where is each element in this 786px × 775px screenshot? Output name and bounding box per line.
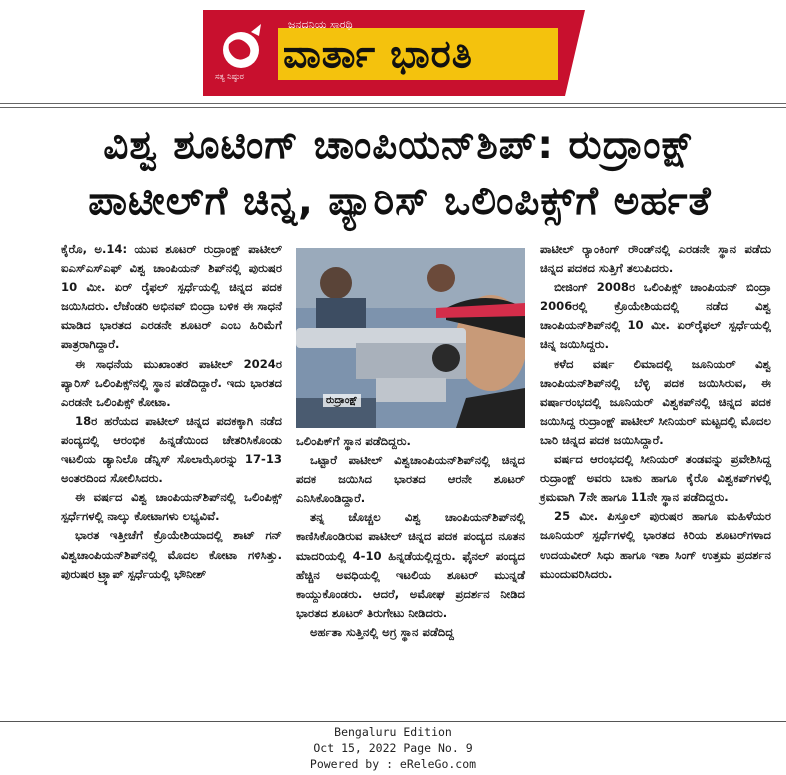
masthead-subtag: ಸತ್ಯ ನಿಷ್ಠುರ: [215, 72, 244, 81]
paragraph: 25 ಮೀ. ಪಿಸ್ತೂಲ್ ಪುರುಷರ ಹಾಗೂ ಮಹಿಳೆಯರ ಜೂನಿಯರ್ ಸ್ಪರ್ಧೆಗಳಲ್ಲಿ ಭಾರತದ ಕಿರಿಯ ಶೂಟರ್‌ಗಳಾದ ಉದಯವೀರ್ ಸಿಧು ಹಾಗೂ ಇಶಾ ಸಿಂಗ್ ಉತ್ತಮ ಪ್ರದರ್ಶನ ಮುಂದುವರಿಸಿದರು.: [540, 509, 771, 581]
footer-edition: Bengaluru Edition: [334, 725, 452, 739]
article-column-1: [61, 240, 282, 584]
paragraph: ಭಾರತ ಇತ್ತೀಚೆಗೆ ಕ್ರೊಯೇಶಿಯಾದಲ್ಲಿ ಶಾಟ್ ಗನ್ ವಿಶ್ವಚಾಂಪಿಯನ್‌ಶಿಪ್‌ನಲ್ಲಿ ಮೊದಲ ಕೋಟಾ ಗಳಿಸಿತ್ತು. ಪುರುಷರ ಟ್ರ್ಯಾಪ್ ಸ್ಪರ್ಧೆಯಲ್ಲಿ ಭೌನೀಶ್: [61, 528, 282, 581]
paragraph: ವರ್ಷದ ಆರಂಭದಲ್ಲಿ ಸೀನಿಯರ್ ತಂಡವನ್ನು ಪ್ರವೇಶಿಸಿದ್ದ ರುದ್ರಾಂಕ್ಷ್ ಅವರು ಬಾಕು ಹಾಗೂ ಕೈರೊ ವಿಶ್ವಕಪ್‌ಗಳಲ್ಲಿ ಕ್ರಮವಾಗಿ 7ನೇ ಹಾಗೂ 11ನೇ ಸ್ಥಾನ ಪಡೆದಿದ್ದರು.: [540, 452, 771, 505]
headline-line-2: ಪಾಟೀಲ್‌ಗೆ ಚಿನ್ನ, ಪ್ಯಾರಿಸ್ ಒಲಿಂಪಿಕ್ಸ್‌ಗೆ ಅರ್ಹತೆ: [88, 179, 712, 224]
paragraph: ಒಟ್ಟಾರೆ ಪಾಟೀಲ್ ವಿಶ್ವಚಾಂಪಿಯನ್‌ಶಿಪ್‌ನಲ್ಲಿ ಚಿನ್ನದ ಪದಕ ಜಯಿಸಿದ ಭಾರತದ ಆರನೇ ಶೂಟರ್ ಎನಿಸಿಕೊಂಡಿದ್ದಾರೆ.: [296, 453, 525, 506]
paragraph: ಈ ಸಾಧನೆಯ ಮುಖಾಂತರ ಪಾಟೀಲ್ 2024ರ ಪ್ಯಾರಿಸ್ ಒಲಿಂಪಿಕ್ಸ್‌ನಲ್ಲಿ ಸ್ಥಾನ ಪಡೆದಿದ್ದಾರೆ. ಇದು ಭಾರತದ ಎರಡನೇ ಒಲಿಂಪಿಕ್ಸ್ ಕೋಟಾ.: [61, 356, 282, 409]
top-divider: [0, 103, 786, 104]
top-divider-2: [0, 107, 786, 108]
paragraph: ಒಲಿಂಪಿಕ್‌ಗೆ ಸ್ಥಾನ ಪಡೆದಿದ್ದರು.: [296, 434, 411, 448]
footer-powered-by: Powered by : eReleGo.com: [309, 757, 477, 771]
paragraph: 18ರ ಹರೆಯದ ಪಾಟೀಲ್ ಚಿನ್ನದ ಪದಕಕ್ಕಾಗಿ ನಡೆದ ಪಂದ್ಯದಲ್ಲಿ ಆರಂಭಿಕ ಹಿನ್ನಡೆಯಿಂದ ಚೇತರಿಸಿಕೊಂಡು ಇಟಲಿಯ ಡ್ಯಾನಿಲೊ ಡೆನ್ನಿಸ್ ಸೊಲಾಝೊರನ್ನು 17-13 ಅಂತರದಿಂದ ಸೋಲಿಸಿದರು.: [61, 413, 282, 486]
paragraph: ಬೀಜಿಂಗ್ 2008ರ ಒಲಿಂಪಿಕ್ಸ್ ಚಾಂಪಿಯನ್ ಬಿಂದ್ರಾ 2006ರಲ್ಲಿ ಕ್ರೊಯೇಶಿಯದಲ್ಲಿ ನಡೆದ ವಿಶ್ವ ಚಾಂಪಿಯನ್‌ಶಿಪ್‌ನಲ್ಲಿ 10 ಮೀ. ಏರ್‌ರೈಫಲ್ ಸ್ಪರ್ಧೆಯಲ್ಲಿ ಚಿನ್ನ ಜಯಿಸಿದ್ದರು.: [540, 280, 771, 352]
paragraph: ಅರ್ಹತಾ ಸುತ್ತಿನಲ್ಲಿ ಅಗ್ರ ಸ್ಥಾನ ಪಡೆದಿದ್ದ: [310, 624, 454, 639]
article-column-3: [540, 240, 771, 584]
masthead-title: ವಾರ್ತಾ ಭಾರತಿ: [283, 32, 473, 76]
paragraph: ಈ ವರ್ಷದ ವಿಶ್ವ ಚಾಂಪಿಯನ್‌ಶಿಪ್‌ನಲ್ಲಿ ಒಲಿಂಪಿಕ್ಸ್ ಸ್ಪರ್ಧೆಗಳಲ್ಲಿ ನಾಲ್ಕು ಕೋಟಾಗಳು ಲಭ್ಯವಿವೆ.: [61, 490, 282, 524]
paragraph: ಪಾಟೀಲ್ ರ್‍ಯಾಂಕಿಂಗ್ ರೌಂಡ್‌ನಲ್ಲಿ ಎರಡನೇ ಸ್ಥಾನ ಪಡೆದು ಚಿನ್ನದ ಪದಕದ ಸುತ್ತಿಗೆ ತಲುಪಿದರು.: [540, 242, 771, 276]
paragraph: ಕಳೆದ ವರ್ಷ ಲಿಮಾದಲ್ಲಿ ಜೂನಿಯರ್ ವಿಶ್ವ ಚಾಂಪಿಯನ್‌ಶಿಪ್‌ನಲ್ಲಿ ಬೆಳ್ಳಿ ಪದಕ ಜಯಿಸಿರುವ, ಈ ವರ್ಷಾರಂಭದಲ್ಲಿ ಜೂನಿಯರ್ ವಿಶ್ವಕಪ್‌ನಲ್ಲಿ ಚಿನ್ನದ ಪದಕ ಜಯಿಸಿದ್ದ ರುದ್ರಾಂಕ್ಷ್ ಪಾಟೀಲ್ ಸೀನಿಯರ್ ಮಟ್ಟದಲ್ಲಿ ಮೊದಲ ಬಾರಿ ಚಿನ್ನದ ಪದಕ ಜಯಿಸಿದ್ದಾರೆ.: [540, 356, 771, 447]
masthead-tagline: ಜನದನಿಯ ಸಾರಥಿ: [288, 18, 353, 31]
paragraph: ತನ್ನ ಚೊಚ್ಚಲ ವಿಶ್ವ ಚಾಂಪಿಯನ್‌ಶಿಪ್‌ನಲ್ಲಿ ಕಾಣಿಸಿಕೊಂಡಿರುವ ಪಾಟೀಲ್ ಚಿನ್ನದ ಪದಕ ಪಂದ್ಯದ ನೂತನ ಮಾದರಿಯಲ್ಲಿ 4-10 ಹಿನ್ನಡೆಯಲ್ಲಿದ್ದರು. ಫೈನಲ್ ಪಂದ್ಯದ ಹೆಚ್ಚಿನ ಅವಧಿಯಲ್ಲಿ ಇಟಲಿಯ ಶೂಟರ್ ಮುನ್ನಡೆ ಕಾಯ್ದುಕೊಂಡರು. ಆದರೆ, ಅಮೋಘ ಪ್ರದರ್ಶನ ನೀಡಿದ ಭಾರತದ ಶೂಟರ್ ತಿರುಗೇಟು ನೀಡಿದರು.: [296, 510, 525, 620]
masthead: [203, 10, 585, 96]
photo-caption: ರುದ್ರಾಂಕ್ಷ್: [323, 394, 361, 407]
paragraph: ಕೈರೊ, ಅ.14: ಯುವ ಶೂಟರ್ ರುದ್ರಾಂಕ್ಷ್ ಪಾಟೀಲ್ ಐಎಸ್‌ಎಸ್‌ಎಫ್ ವಿಶ್ವ ಚಾಂಪಿಯನ್ ಶಿಪ್‌ನಲ್ಲಿ ಪುರುಷರ 10 ಮೀ. ಏರ್ ರೈಫಲ್ ಸ್ಪರ್ಧೆಯಲ್ಲಿ ಚಿನ್ನದ ಪದಕ ಜಯಿಸಿದರು. ಲೆಜೆಂಡರಿ ಅಭಿನವ್ ಬಿಂದ್ರಾ ಬಳಿಕ ಈ ಸಾಧನೆ ಮಾಡಿದ ಭಾರತದ ಎರಡನೇ ಶೂಟರ್ ಎಂಬ ಹಿರಿಮೆಗೆ ಪಾತ್ರರಾಗಿದ್ದಾರೆ.: [61, 242, 282, 352]
shooter-photo: [296, 248, 525, 428]
footer-date-page: Oct 15, 2022 Page No. 9: [313, 741, 473, 755]
footer-divider: [0, 721, 786, 722]
headline-line-1: ವಿಶ್ವ ಶೂಟಿಂಗ್ ಚಾಂಪಿಯನ್‌ಶಿಪ್: ರುದ್ರಾಂಕ್ಷ್: [103, 123, 697, 168]
article-column-2: [296, 432, 525, 642]
